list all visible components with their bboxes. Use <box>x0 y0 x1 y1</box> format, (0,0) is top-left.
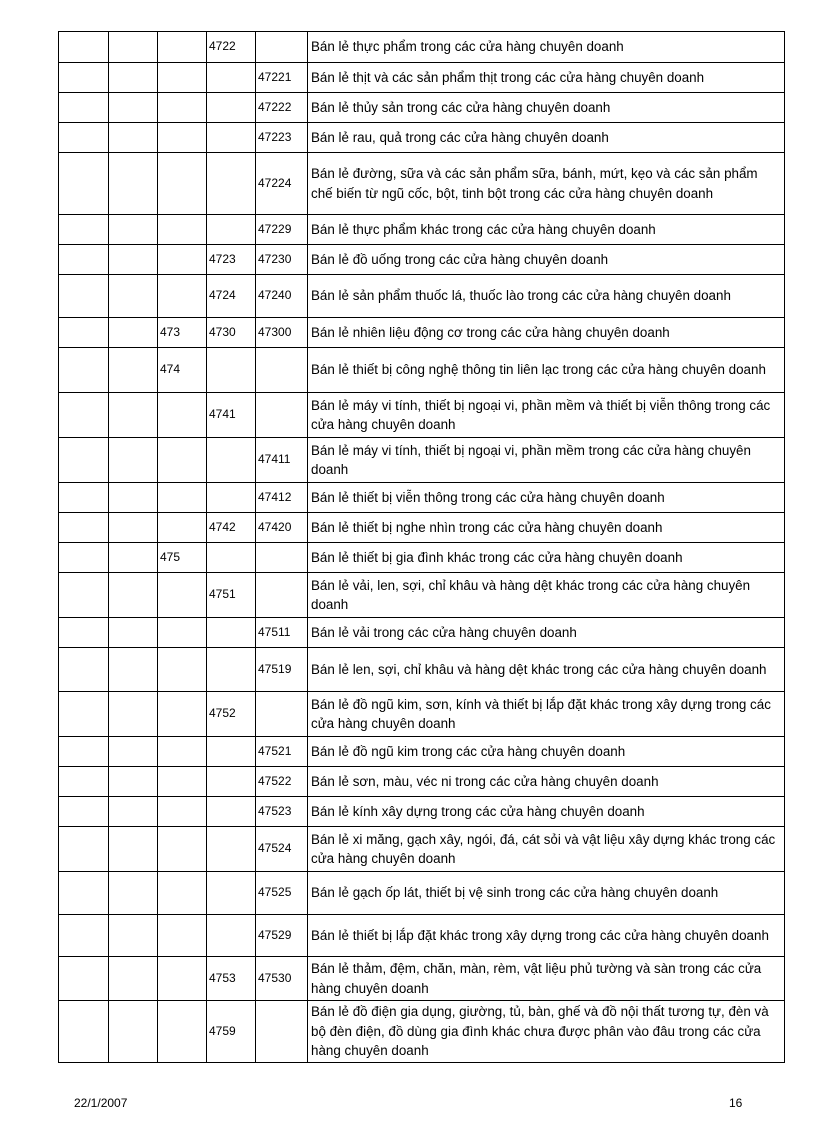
code-cell-l5: 47229 <box>256 215 308 245</box>
code-cell-l5: 47222 <box>256 93 308 123</box>
code-cell-l5 <box>256 543 308 573</box>
code-cell-l2 <box>109 737 158 767</box>
code-cell-l5: 47411 <box>256 438 308 483</box>
code-cell-l4 <box>207 123 256 153</box>
code-cell-l5 <box>256 1001 308 1063</box>
code-cell-l4 <box>207 153 256 215</box>
description-cell: Bán lẻ máy vi tính, thiết bị ngoại vi, phần mềm trong các cửa hàng chuyên doanh <box>308 438 785 483</box>
code-cell-l2 <box>109 245 158 275</box>
code-cell-l1 <box>59 767 109 797</box>
code-cell-l1 <box>59 692 109 737</box>
code-cell-l3 <box>158 93 207 123</box>
code-cell-l4: 4741 <box>207 393 256 438</box>
code-cell-l2 <box>109 123 158 153</box>
code-cell-l1 <box>59 618 109 648</box>
code-cell-l1 <box>59 957 109 1001</box>
code-cell-l1 <box>59 63 109 93</box>
code-cell-l3 <box>158 872 207 915</box>
code-cell-l1 <box>59 93 109 123</box>
code-cell-l2 <box>109 438 158 483</box>
code-cell-l5: 47300 <box>256 318 308 348</box>
table-row <box>59 915 785 957</box>
code-cell-l2 <box>109 957 158 1001</box>
code-cell-l3 <box>158 573 207 618</box>
code-cell-l5: 47511 <box>256 618 308 648</box>
table-row <box>59 348 785 393</box>
code-cell-l5: 47529 <box>256 915 308 957</box>
table-row <box>59 483 785 513</box>
table-row <box>59 513 785 543</box>
table-row <box>59 275 785 318</box>
code-cell-l2 <box>109 1001 158 1063</box>
table-row <box>59 438 785 483</box>
code-cell-l4: 4752 <box>207 692 256 737</box>
table-row <box>59 767 785 797</box>
description-cell: Bán lẻ vải, len, sợi, chỉ khâu và hàng dệt khác trong các cửa hàng chuyên doanh <box>308 573 785 618</box>
description-cell: Bán lẻ đồ điện gia dụng, giường, tủ, bàn, ghế và đồ nội thất tương tự, đèn và bộ đèn điện, đồ dùng gia đình khác chưa được phân vào đâu trong các cửa hàng chuyên doanh <box>308 1001 785 1063</box>
code-cell-l4 <box>207 767 256 797</box>
code-cell-l5: 47221 <box>256 63 308 93</box>
code-cell-l5: 47524 <box>256 827 308 872</box>
description-cell: Bán lẻ xi măng, gạch xây, ngói, đá, cát sỏi và vật liệu xây dựng khác trong các cửa hàng chuyên doanh <box>308 827 785 872</box>
code-cell-l3 <box>158 215 207 245</box>
description-cell: Bán lẻ thiết bị gia đình khác trong các cửa hàng chuyên doanh <box>308 543 785 573</box>
description-cell: Bán lẻ nhiên liệu động cơ trong các cửa hàng chuyên doanh <box>308 318 785 348</box>
description-cell: Bán lẻ thiết bị viễn thông trong các cửa hàng chuyên doanh <box>308 483 785 513</box>
code-cell-l3 <box>158 513 207 543</box>
description-cell: Bán lẻ thực phẩm khác trong các cửa hàng chuyên doanh <box>308 215 785 245</box>
code-cell-l3 <box>158 648 207 692</box>
code-cell-l2 <box>109 692 158 737</box>
description-cell: Bán lẻ đồ uống trong các cửa hàng chuyên doanh <box>308 245 785 275</box>
code-cell-l4 <box>207 93 256 123</box>
code-cell-l4 <box>207 348 256 393</box>
code-cell-l1 <box>59 438 109 483</box>
code-cell-l5: 47420 <box>256 513 308 543</box>
code-cell-l1 <box>59 483 109 513</box>
code-cell-l2 <box>109 318 158 348</box>
code-cell-l1 <box>59 797 109 827</box>
code-cell-l3 <box>158 275 207 318</box>
code-cell-l4: 4751 <box>207 573 256 618</box>
table-row <box>59 737 785 767</box>
description-cell: Bán lẻ thịt và các sản phẩm thịt trong các cửa hàng chuyên doanh <box>308 63 785 93</box>
code-cell-l5 <box>256 692 308 737</box>
code-cell-l3 <box>158 767 207 797</box>
code-cell-l3 <box>158 827 207 872</box>
code-cell-l2 <box>109 393 158 438</box>
code-cell-l2 <box>109 573 158 618</box>
code-cell-l3 <box>158 618 207 648</box>
code-cell-l3: 473 <box>158 318 207 348</box>
code-cell-l1 <box>59 543 109 573</box>
code-cell-l2 <box>109 797 158 827</box>
code-cell-l4 <box>207 915 256 957</box>
code-cell-l2 <box>109 215 158 245</box>
table-row <box>59 573 785 618</box>
table-row <box>59 692 785 737</box>
code-cell-l4 <box>207 648 256 692</box>
table-row <box>59 318 785 348</box>
code-cell-l4: 4722 <box>207 32 256 63</box>
code-cell-l1 <box>59 215 109 245</box>
code-cell-l1 <box>59 32 109 63</box>
code-cell-l5 <box>256 32 308 63</box>
description-cell: Bán lẻ len, sợi, chỉ khâu và hàng dệt khác trong các cửa hàng chuyên doanh <box>308 648 785 692</box>
table-row <box>59 797 785 827</box>
code-cell-l2 <box>109 63 158 93</box>
code-cell-l4 <box>207 215 256 245</box>
code-cell-l1 <box>59 318 109 348</box>
table-row <box>59 245 785 275</box>
footer-date: 22/1/2007 <box>74 1096 128 1110</box>
table-row <box>59 153 785 215</box>
code-cell-l5: 47223 <box>256 123 308 153</box>
table-row <box>59 1001 785 1063</box>
code-cell-l4 <box>207 872 256 915</box>
code-cell-l4 <box>207 737 256 767</box>
code-cell-l1 <box>59 393 109 438</box>
code-cell-l3: 474 <box>158 348 207 393</box>
code-cell-l5: 47240 <box>256 275 308 318</box>
code-cell-l1 <box>59 737 109 767</box>
code-cell-l5: 47224 <box>256 153 308 215</box>
code-cell-l3 <box>158 797 207 827</box>
description-cell: Bán lẻ vải trong các cửa hàng chuyên doanh <box>308 618 785 648</box>
page-number: 16 <box>729 1096 743 1110</box>
description-cell: Bán lẻ thiết bị nghe nhìn trong các cửa hàng chuyên doanh <box>308 513 785 543</box>
code-cell-l3 <box>158 123 207 153</box>
table-row <box>59 827 785 872</box>
code-cell-l3 <box>158 1001 207 1063</box>
code-cell-l3 <box>158 957 207 1001</box>
code-cell-l3 <box>158 483 207 513</box>
table-row <box>59 215 785 245</box>
code-cell-l3 <box>158 393 207 438</box>
table-row <box>59 872 785 915</box>
code-cell-l1 <box>59 153 109 215</box>
code-cell-l5: 47230 <box>256 245 308 275</box>
code-cell-l3 <box>158 915 207 957</box>
table-row <box>59 393 785 438</box>
code-cell-l2 <box>109 93 158 123</box>
code-cell-l2 <box>109 543 158 573</box>
description-cell: Bán lẻ đồ ngũ kim, sơn, kính và thiết bị lắp đặt khác trong xây dựng trong các cửa hàng chuyên doanh <box>308 692 785 737</box>
code-cell-l5 <box>256 393 308 438</box>
code-cell-l1 <box>59 275 109 318</box>
code-cell-l5: 47521 <box>256 737 308 767</box>
description-cell: Bán lẻ đường, sữa và các sản phẩm sữa, bánh, mứt, kẹo và các sản phẩm chế biến từ ngũ cốc, bột, tinh bột trong các cửa hàng chuyên doanh <box>308 153 785 215</box>
table-row <box>59 957 785 1001</box>
table-row <box>59 63 785 93</box>
code-cell-l4 <box>207 543 256 573</box>
description-cell: Bán lẻ sản phẩm thuốc lá, thuốc lào trong các cửa hàng chuyên doanh <box>308 275 785 318</box>
code-cell-l2 <box>109 32 158 63</box>
description-cell: Bán lẻ thủy sản trong các cửa hàng chuyên doanh <box>308 93 785 123</box>
code-cell-l4 <box>207 827 256 872</box>
code-cell-l1 <box>59 1001 109 1063</box>
code-cell-l2 <box>109 872 158 915</box>
code-cell-l5 <box>256 573 308 618</box>
code-cell-l4 <box>207 438 256 483</box>
code-cell-l3 <box>158 153 207 215</box>
code-cell-l4 <box>207 483 256 513</box>
industry-code-table <box>58 31 785 1063</box>
code-cell-l4: 4753 <box>207 957 256 1001</box>
code-cell-l2 <box>109 275 158 318</box>
code-cell-l5: 47525 <box>256 872 308 915</box>
description-cell: Bán lẻ kính xây dựng trong các cửa hàng chuyên doanh <box>308 797 785 827</box>
description-cell: Bán lẻ gạch ốp lát, thiết bị vệ sinh trong các cửa hàng chuyên doanh <box>308 872 785 915</box>
code-cell-l3 <box>158 245 207 275</box>
table-row <box>59 93 785 123</box>
description-cell: Bán lẻ thực phẩm trong các cửa hàng chuyên doanh <box>308 32 785 63</box>
code-cell-l5 <box>256 348 308 393</box>
code-cell-l5: 47412 <box>256 483 308 513</box>
code-cell-l4: 4759 <box>207 1001 256 1063</box>
description-cell: Bán lẻ sơn, màu, véc ni trong các cửa hàng chuyên doanh <box>308 767 785 797</box>
table-row <box>59 618 785 648</box>
table-row <box>59 32 785 63</box>
code-cell-l1 <box>59 513 109 543</box>
table-row <box>59 123 785 153</box>
code-cell-l3 <box>158 737 207 767</box>
code-cell-l1 <box>59 915 109 957</box>
code-cell-l5: 47519 <box>256 648 308 692</box>
code-cell-l4: 4723 <box>207 245 256 275</box>
description-cell: Bán lẻ rau, quả trong các cửa hàng chuyên doanh <box>308 123 785 153</box>
code-cell-l2 <box>109 767 158 797</box>
code-cell-l3 <box>158 438 207 483</box>
table-row <box>59 648 785 692</box>
code-cell-l1 <box>59 827 109 872</box>
code-cell-l5: 47522 <box>256 767 308 797</box>
description-cell: Bán lẻ đồ ngũ kim trong các cửa hàng chuyên doanh <box>308 737 785 767</box>
description-cell: Bán lẻ thiết bị lắp đặt khác trong xây dựng trong các cửa hàng chuyên doanh <box>308 915 785 957</box>
code-cell-l3 <box>158 63 207 93</box>
code-cell-l2 <box>109 618 158 648</box>
code-cell-l1 <box>59 348 109 393</box>
code-cell-l4: 4742 <box>207 513 256 543</box>
code-cell-l3: 475 <box>158 543 207 573</box>
code-cell-l1 <box>59 245 109 275</box>
description-cell: Bán lẻ thảm, đệm, chăn, màn, rèm, vật liệu phủ tường và sàn trong các cửa hàng chuyên doanh <box>308 957 785 1001</box>
code-cell-l3 <box>158 692 207 737</box>
code-cell-l5: 47523 <box>256 797 308 827</box>
code-cell-l1 <box>59 123 109 153</box>
code-cell-l4 <box>207 63 256 93</box>
code-cell-l4 <box>207 797 256 827</box>
table-row <box>59 543 785 573</box>
code-cell-l2 <box>109 483 158 513</box>
code-cell-l4 <box>207 618 256 648</box>
code-cell-l1 <box>59 872 109 915</box>
code-table-body <box>59 32 785 1063</box>
code-cell-l5: 47530 <box>256 957 308 1001</box>
code-cell-l2 <box>109 827 158 872</box>
code-cell-l2 <box>109 153 158 215</box>
code-cell-l4: 4730 <box>207 318 256 348</box>
code-cell-l4: 4724 <box>207 275 256 318</box>
description-cell: Bán lẻ thiết bị công nghệ thông tin liên lạc trong các cửa hàng chuyên doanh <box>308 348 785 393</box>
code-cell-l2 <box>109 915 158 957</box>
code-cell-l2 <box>109 648 158 692</box>
description-cell: Bán lẻ máy vi tính, thiết bị ngoại vi, phần mềm và thiết bị viễn thông trong các cửa hàng chuyên doanh <box>308 393 785 438</box>
code-cell-l1 <box>59 648 109 692</box>
code-cell-l3 <box>158 32 207 63</box>
code-cell-l2 <box>109 348 158 393</box>
code-cell-l2 <box>109 513 158 543</box>
code-cell-l1 <box>59 573 109 618</box>
